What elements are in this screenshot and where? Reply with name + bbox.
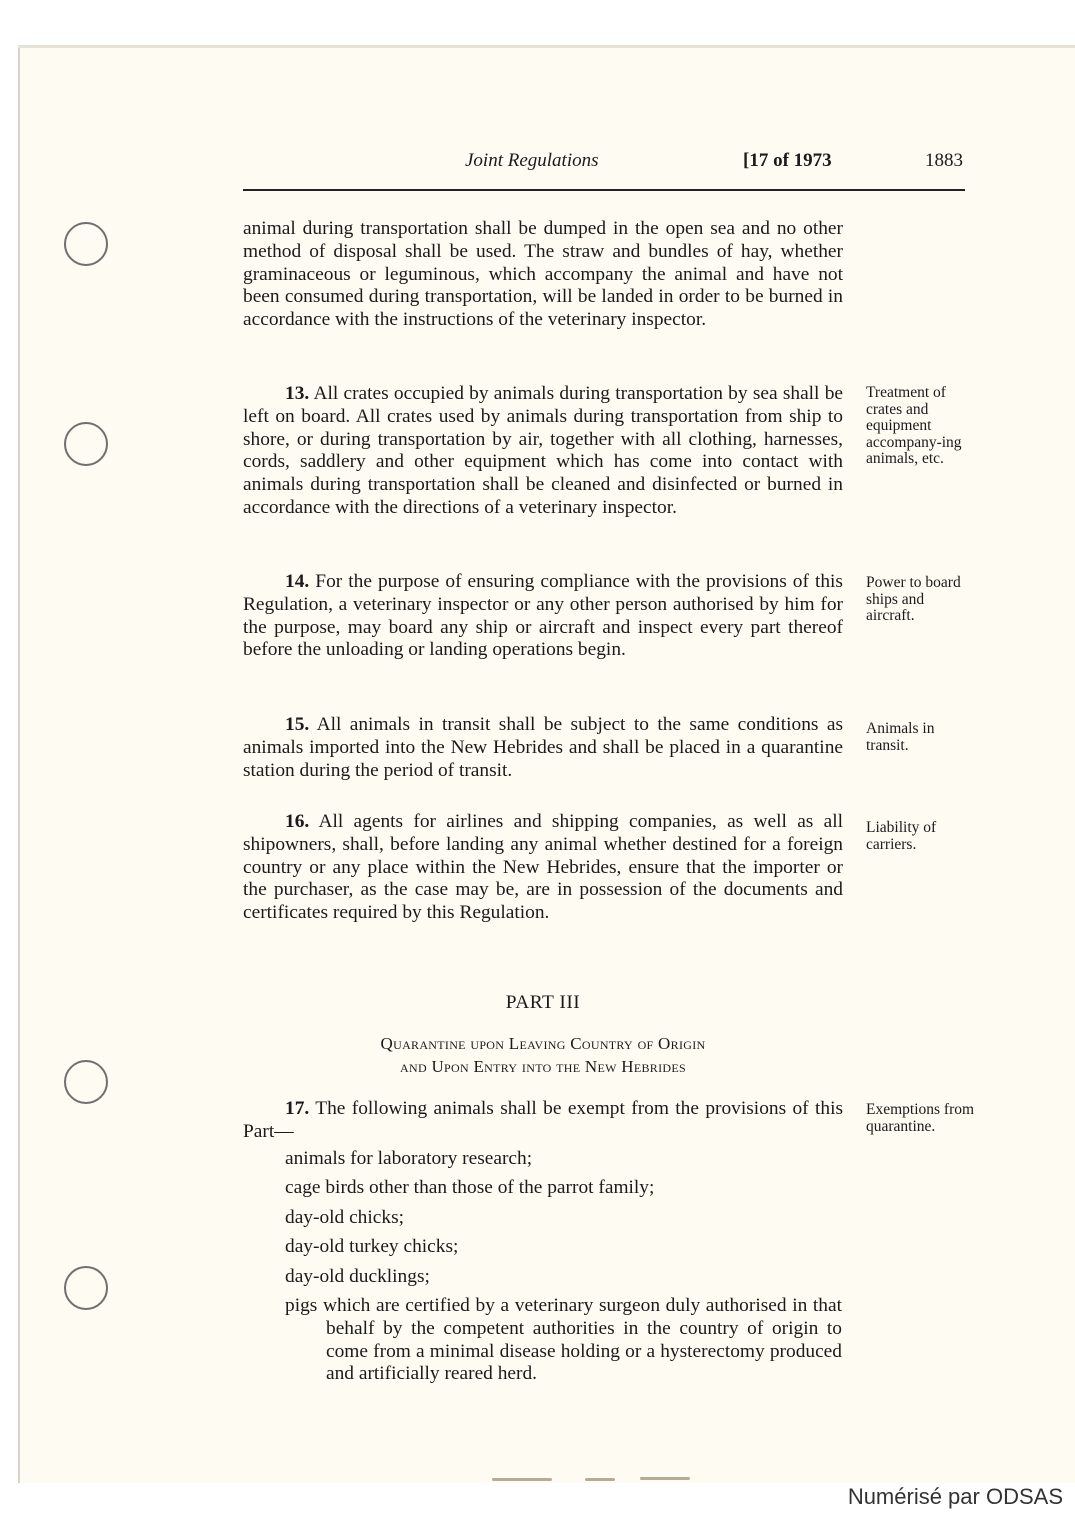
header-regulation-number: [17 of 1973: [743, 150, 832, 171]
continuation-paragraph: animal during transportation shall be dumped in the open sea and no other method of disposal shall be used. The straw and bundles of hay, whether graminaceous or leguminous, which accompany the animal and have not been consumed during transportation, will be landed in order to be burned in accordance with the instructions of the veterinary inspector.: [243, 218, 843, 331]
header-title: Joint Regulations: [465, 150, 599, 171]
part-subheading-line-1: Quarantine upon Leaving Country of Origin: [380, 1034, 706, 1053]
paper-smudge: [492, 1478, 552, 1481]
section-text: All animals in transit shall be subject to the same conditions as animals imported into the New Hebrides and shall be placed in a quarantine station during the period of transit.: [243, 714, 843, 781]
margin-note-section-14: Power to board ships and aircraft.: [866, 574, 961, 624]
section-number: 16.: [285, 811, 310, 832]
binder-hole-icon: [64, 422, 108, 466]
list-item: pigs which are certified by a veterinary surgeon duly authorised in that behalf by the competent authorities in the country of origin to come from a minimal disease holding or a hysterectomy produced and artificially reared herd.: [285, 1294, 842, 1385]
section-text: All agents for airlines and shipping companies, as well as all shipowners, shall, before landing any animal whether destined for a foreign country or any place within the New Hebrides, ensure that the importer or the purchaser, as the case may be, are in possession of the documents and certificates required by this Regulation.: [243, 811, 844, 924]
section-number: 14.: [285, 571, 310, 592]
list-item: cage birds other than those of the parrot family;: [285, 1177, 655, 1199]
section-16: [243, 811, 843, 925]
binder-hole-icon: [64, 222, 108, 266]
binder-hole-icon: [64, 1060, 108, 1104]
paper-smudge: [585, 1478, 615, 1481]
part-heading: PART III: [505, 992, 581, 1013]
binder-hole-icon: [64, 1266, 108, 1310]
section-text: The following animals shall be exempt from the provisions of this Part—: [243, 1098, 844, 1142]
paper-smudge: [640, 1477, 690, 1480]
list-item: day-old chicks;: [285, 1206, 405, 1228]
section-text: All crates occupied by animals during transportation by sea shall be left on board. All crates used by animals during transportation from ship to shore, or during transportation by air, together with all clothing, harnesses, cords, saddlery and other equipment which has come into contact with animals during transportation shall be cleaned and disinfected or burned in accordance with the directions of a veterinary inspector.: [243, 383, 843, 518]
section-17: [243, 1098, 843, 1144]
scan-credit: Numérisé par ODSAS: [847, 1484, 1063, 1509]
list-item: day-old ducklings;: [285, 1265, 430, 1287]
running-header: [243, 150, 965, 178]
section-13: [243, 383, 843, 520]
page-top-edge: [18, 45, 1075, 48]
section-number: 13.: [285, 383, 310, 404]
header-rule: [243, 189, 965, 191]
exemption-list: [285, 1148, 845, 1393]
section-text: For the purpose of ensuring compliance with the provisions of this Regulation, a veterinary inspector or any other person authorised by him for the purpose, may board any ship or aircraft and inspect every part thereof before the unloading or landing operations begin.: [243, 571, 843, 661]
margin-note-section-13: Treatment of crates and equipment accompany-ing animals, etc.: [866, 384, 962, 467]
list-item: day-old turkey chicks;: [285, 1236, 459, 1258]
page-number: 1883: [925, 150, 963, 171]
part-subheading-line-2: and Upon Entry into the New Hebrides: [400, 1057, 686, 1076]
section-14: [243, 571, 843, 662]
margin-note-section-16: Liability of carriers.: [866, 819, 937, 853]
margin-note-section-15: Animals in transit.: [866, 720, 935, 754]
margin-note-section-17: Exemptions from quarantine.: [866, 1101, 975, 1135]
section-number: 17.: [285, 1098, 310, 1119]
section-15: [243, 714, 843, 782]
list-item: animals for laboratory research;: [285, 1148, 533, 1169]
section-number: 15.: [285, 714, 310, 735]
